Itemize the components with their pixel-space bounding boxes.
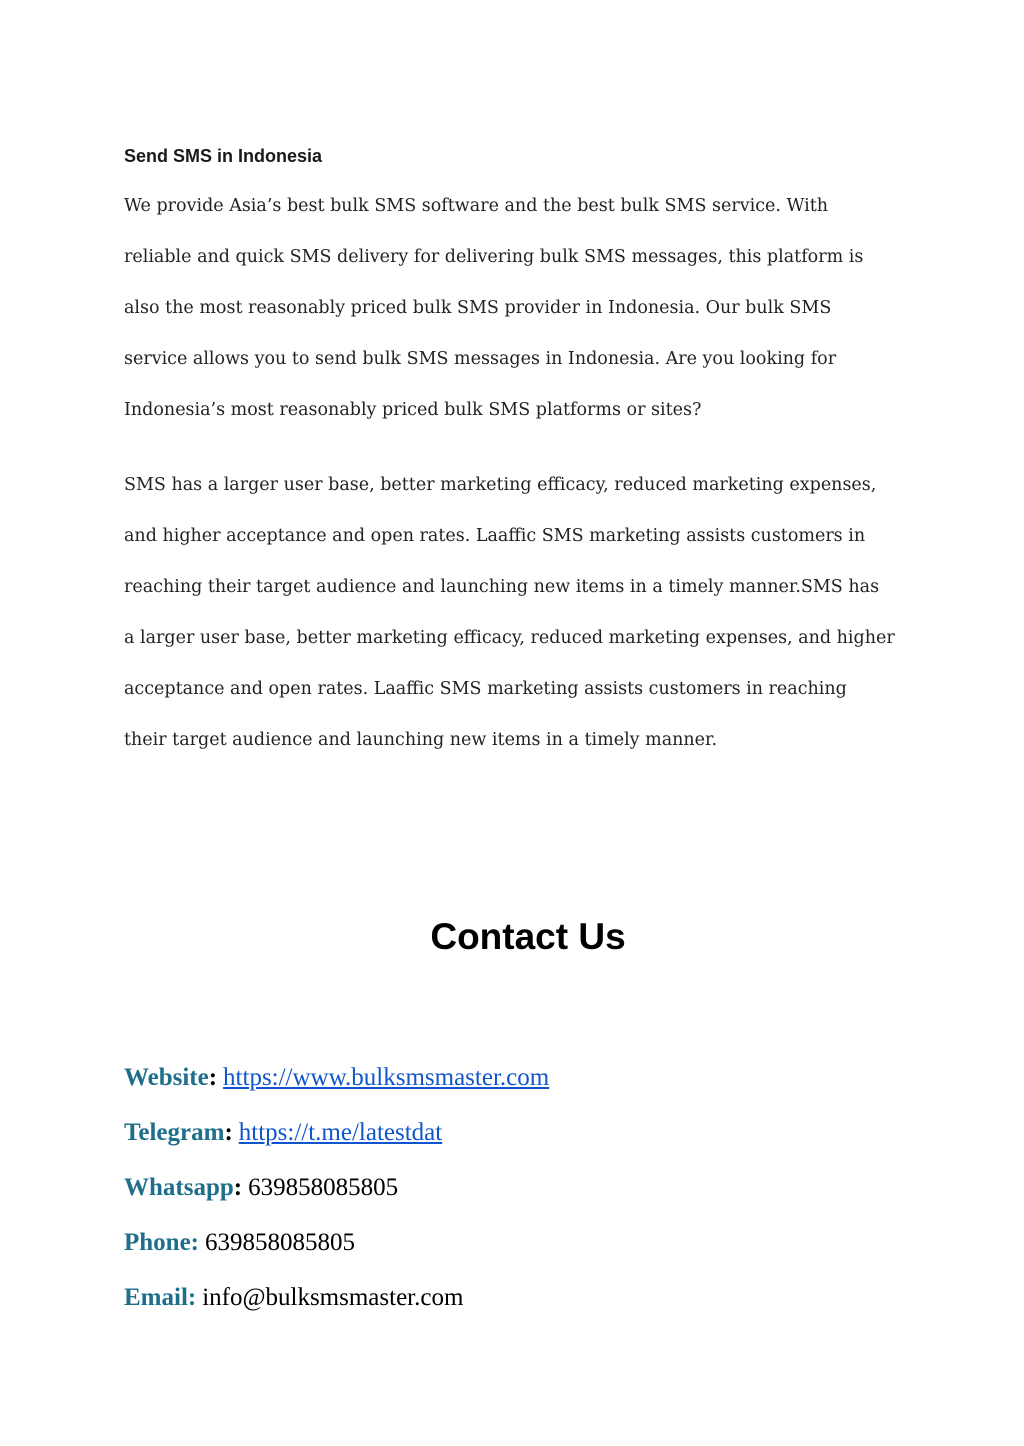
whatsapp-label: Whatsapp (124, 1174, 234, 1201)
whatsapp-number: 639858085805 (248, 1174, 399, 1201)
website-colon: : (208, 1064, 218, 1091)
whatsapp-colon: : (233, 1174, 243, 1201)
paragraph-line: Indonesia’s most reasonably priced bulk SMS platforms or sites? (124, 400, 702, 420)
paragraph-line: We provide Asia’s best bulk SMS software and the best bulk SMS service. With (124, 196, 829, 216)
paragraph-line: also the most reasonably priced bulk SMS provider in Indonesia. Our bulk SMS (124, 298, 832, 318)
telegram-colon: : (224, 1119, 233, 1146)
section-heading: Send SMS in Indonesia (124, 146, 323, 166)
contact-list (124, 1058, 549, 1333)
phone-number: 639858085805 (205, 1229, 355, 1256)
marketing-paragraph (124, 460, 914, 766)
website-label: Website (124, 1064, 209, 1091)
email-label: Email: (124, 1284, 197, 1311)
contact-email-row (124, 1278, 549, 1333)
contact-title: Contact Us (430, 916, 626, 957)
telegram-label: Telegram (124, 1119, 225, 1146)
paragraph-line: their target audience and launching new items in a timely manner. (124, 730, 718, 750)
paragraph-line: SMS has a larger user base, better marketing efficacy, reduced marketing expenses, (124, 475, 877, 495)
paragraph-line: reaching their target audience and launching new items in a timely manner.SMS has (124, 577, 880, 597)
contact-telegram-row (124, 1113, 549, 1168)
email-address: info@bulksmsmaster.com (202, 1284, 464, 1311)
contact-website-row (124, 1058, 549, 1113)
telegram-link[interactable]: https://t.me/latestdat (238, 1119, 443, 1146)
contact-whatsapp-row (124, 1168, 549, 1223)
phone-label: Phone: (124, 1229, 199, 1256)
intro-paragraph (124, 181, 914, 436)
paragraph-line: a larger user base, better marketing efficacy, reduced marketing expenses, and higher (124, 628, 895, 648)
paragraph-line: service allows you to send bulk SMS messages in Indonesia. Are you looking for (124, 349, 837, 369)
paragraph-line: reliable and quick SMS delivery for delivering bulk SMS messages, this platform is (124, 247, 864, 267)
paragraph-line: acceptance and open rates. Laaffic SMS marketing assists customers in reaching (124, 679, 847, 699)
contact-phone-row (124, 1223, 549, 1278)
paragraph-line: and higher acceptance and open rates. Laaffic SMS marketing assists customers in (124, 526, 866, 546)
website-link[interactable]: https://www.bulksmsmaster.com (223, 1064, 550, 1091)
